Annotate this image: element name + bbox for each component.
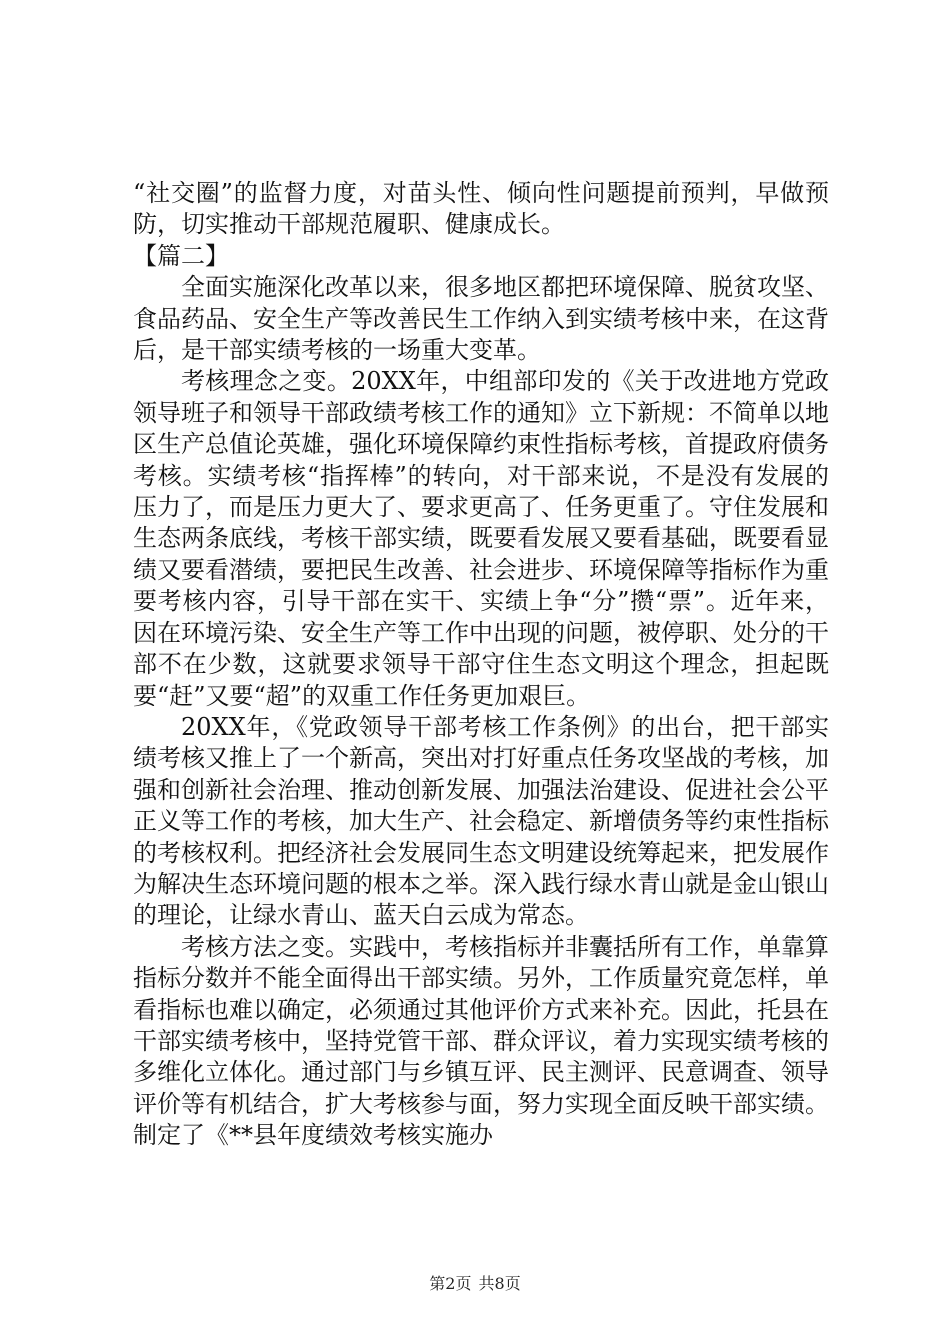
paragraph-1: “社交圈”的监督力度，对苗头性、倾向性问题提前预判，早做预防，切实推动干部规范履职、健康成长。	[133, 179, 829, 239]
paragraph-3: 考核理念之变。20XX年，中组部印发的《关于改进地方党政领导班子和领导干部政绩考核工作的通知》立下新规：不简单以地区生产总值论英雄，强化环境保障约束性指标考核，首提政府债务考核。实绩考核“指挥棒”的转向，对干部来说，不是没有发展的压力了，而是压力更大了、要求更高了、任务更重了。守住发展和生态两条底线，考核干部实绩，既要看发展又要看基础，既要看显绩又要看潜绩，要把民生改善、社会进步、环境保障等指标作为重要考核内容，引导干部在实干、实绩上争“分”攒“票”。近年来，因在环境污染、安全生产等工作中出现的问题，被停职、处分的干部不在少数，这就要求领导干部守住生态文明这个理念，担起既要“赶”又要“超”的双重工作任务更加艰巨。	[133, 367, 829, 710]
paragraph-5: 考核方法之变。实践中，考核指标并非囊括所有工作，单靠算指标分数并不能全面得出干部实绩。另外，工作质量究竟怎样，单看指标也难以确定，必须通过其他评价方式来补充。因此，托县在干部实绩考核中，坚持党管干部、群众评议，着力实现实绩考核的多维化立体化。通过部门与乡镇互评、民主测评、民意调查、领导评价等有机结合，扩大考核参与面，努力实现全面反映干部实绩。制定了《**县年度绩效考核实施办	[133, 932, 829, 1150]
document-body	[133, 178, 829, 1152]
page-footer: 第2页 共8页	[429, 1274, 521, 1293]
paragraph-2: 全面实施深化改革以来，很多地区都把环境保障、脱贫攻坚、食品药品、安全生产等改善民生工作纳入到实绩考核中来，在这背后，是干部实绩考核的一场重大变革。	[133, 273, 829, 365]
paragraph-4: 20XX年，《党政领导干部考核工作条例》的出台，把干部实绩考核又推上了一个新高，突出对打好重点任务攻坚战的考核，加强和创新社会治理、推动创新发展、加强法治建设、促进社会公平正义等工作的考核，加大生产、社会稳定、新增债务等约束性指标的考核权利。把经济社会发展同生态文明建设统筹起来，把发展作为解决生态环境问题的根本之举。深入践行绿水青山就是金山银山的理论，让绿水青山、蓝天白云成为常态。	[133, 712, 829, 930]
section-heading: 【篇二】	[133, 241, 229, 270]
